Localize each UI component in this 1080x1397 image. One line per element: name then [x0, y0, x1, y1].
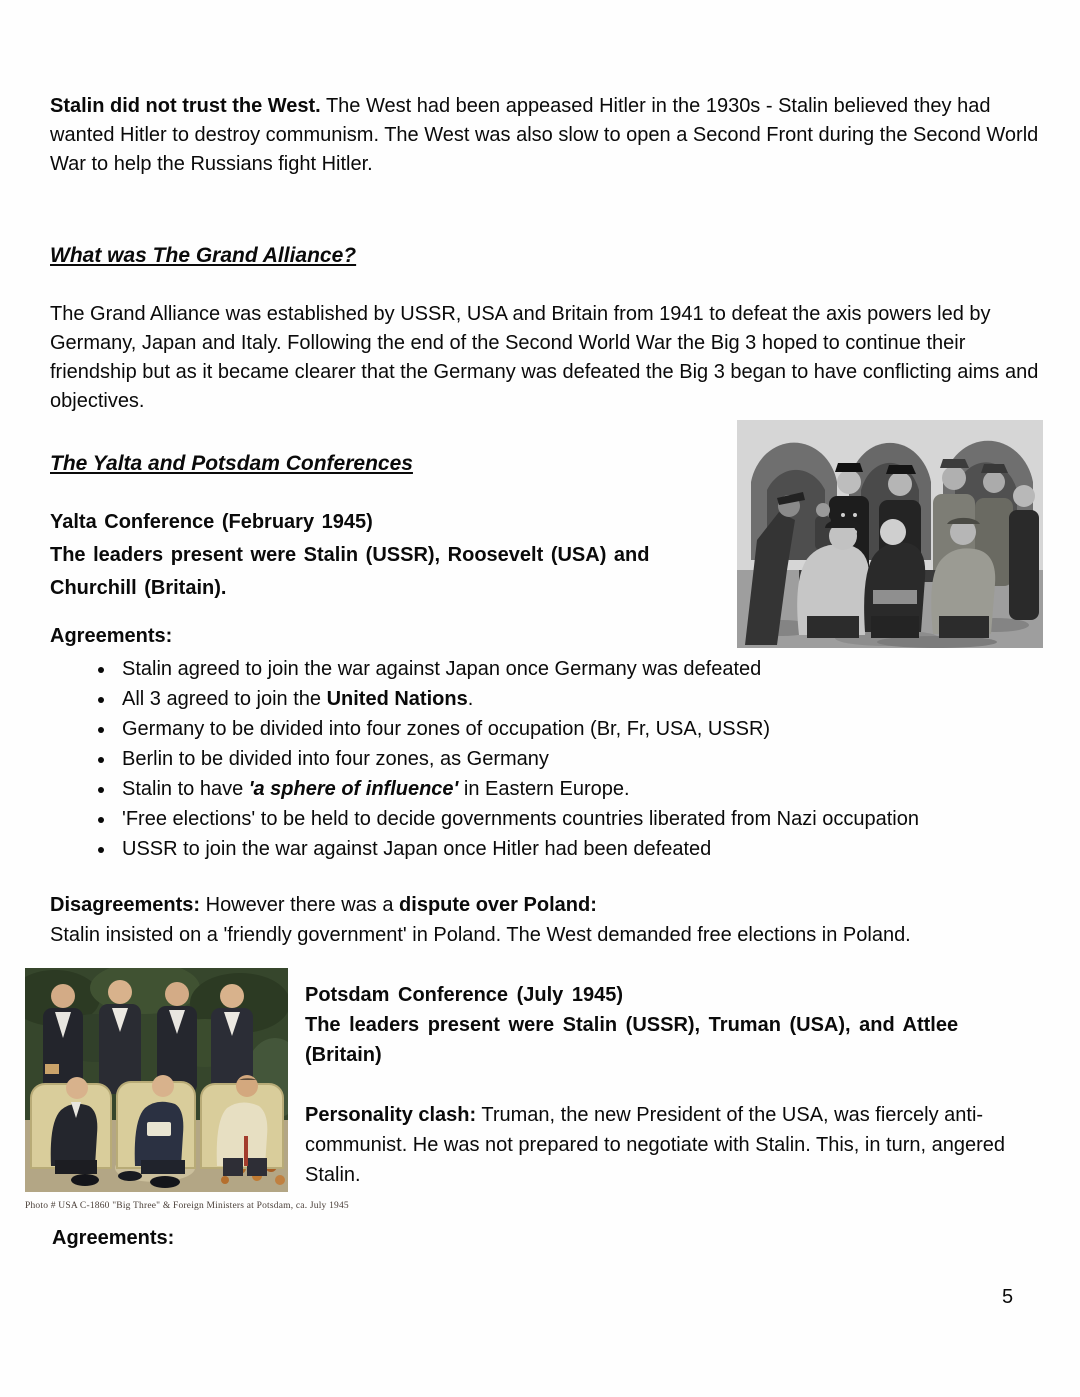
personality-clash-body: Truman, the new President of the USA, was fiercely anti-communist. He was not prepared to negotiate with Stalin. This, in turn, angered Stalin. — [305, 1104, 1006, 1186]
potsdam-agreements-label: Agreements: — [52, 1227, 175, 1249]
agreement-item: • Berlin to be divided into four zones, as Germany — [116, 744, 1050, 774]
conferences-heading: The Yalta and Potsdam Conferences — [50, 452, 413, 475]
yalta-leaders: The leaders present were Stalin (USSR), Roosevelt (USA) and Churchill (Britain). — [50, 544, 650, 599]
personality-clash-paragraph — [305, 1100, 1023, 1190]
yalta-photo-graphic — [737, 420, 1043, 648]
yalta-agreements-list — [50, 654, 1050, 864]
intro-body: The West had been appeased Hitler in the 1930s - Stalin believed they had wanted Hitler to destroy communism. The West was also slow to open a Second Front during the Second World War to help the Russians fight Hitler. — [50, 95, 1039, 175]
disagreements-body: Stalin insisted on a 'friendly government' in Poland. The West demanded free elections in Poland. — [50, 924, 911, 946]
agreement-item: • All 3 agreed to join the United Nations. — [116, 684, 1050, 714]
agreement-item: • USSR to join the war against Japan once Hitler had been defeated — [116, 834, 1050, 864]
intro-lead: Stalin did not trust the West. — [50, 95, 321, 117]
yalta-conference-photo — [737, 420, 1043, 654]
grand-alliance-heading: What was The Grand Alliance? — [50, 244, 357, 267]
grand-alliance-paragraph: The Grand Alliance was established by USSR, USA and Britain from 1941 to defeat the axis powers led by Germany, Japan and Italy. Following the end of the Second World War the Big 3 hoped to continue their friendship but as it became clearer that the Germany was defeated the Big 3 began to have conflicting aims and objectives. — [50, 303, 1039, 412]
agreement-item: • Stalin to have 'a sphere of influence' in Eastern Europe. — [116, 774, 1050, 804]
yalta-conference-block — [50, 506, 710, 605]
agreement-item: • Germany to be divided into four zones of occupation (Br, Fr, USA, USSR) — [116, 714, 1050, 744]
potsdam-title: Potsdam Conference (July 1945) — [305, 984, 623, 1006]
yalta-title: Yalta Conference (February 1945) — [50, 511, 373, 533]
intro-paragraph — [50, 92, 1040, 179]
potsdam-leaders: The leaders present were Stalin (USSR), Truman (USA), and Attlee (Britain) — [305, 1014, 959, 1066]
disagreements-label: Disagreements: — [50, 894, 201, 916]
agreement-item: • Stalin agreed to join the war against Japan once Germany was defeated — [116, 654, 1050, 684]
potsdam-conference-photo — [25, 968, 349, 1211]
personality-clash-label: Personality clash: — [305, 1104, 477, 1126]
disagreements-paragraph: Disagreements: However there was a dispute over Poland: Stalin insisted on a 'friendly government' in Poland. The West demanded free elections in Poland. — [50, 894, 911, 946]
potsdam-photo-caption: Photo # USA C-1860 "Big Three" & Foreign Ministers at Potsdam, ca. July 1945 — [25, 1201, 349, 1211]
agreement-item: • 'Free elections' to be held to decide governments countries liberated from Nazi occupation — [116, 804, 1050, 834]
yalta-agreements-label: Agreements: — [50, 625, 173, 647]
page-number: 5 — [1002, 1286, 1014, 1308]
potsdam-photo-graphic — [25, 968, 288, 1192]
potsdam-conference-block — [305, 980, 1023, 1190]
